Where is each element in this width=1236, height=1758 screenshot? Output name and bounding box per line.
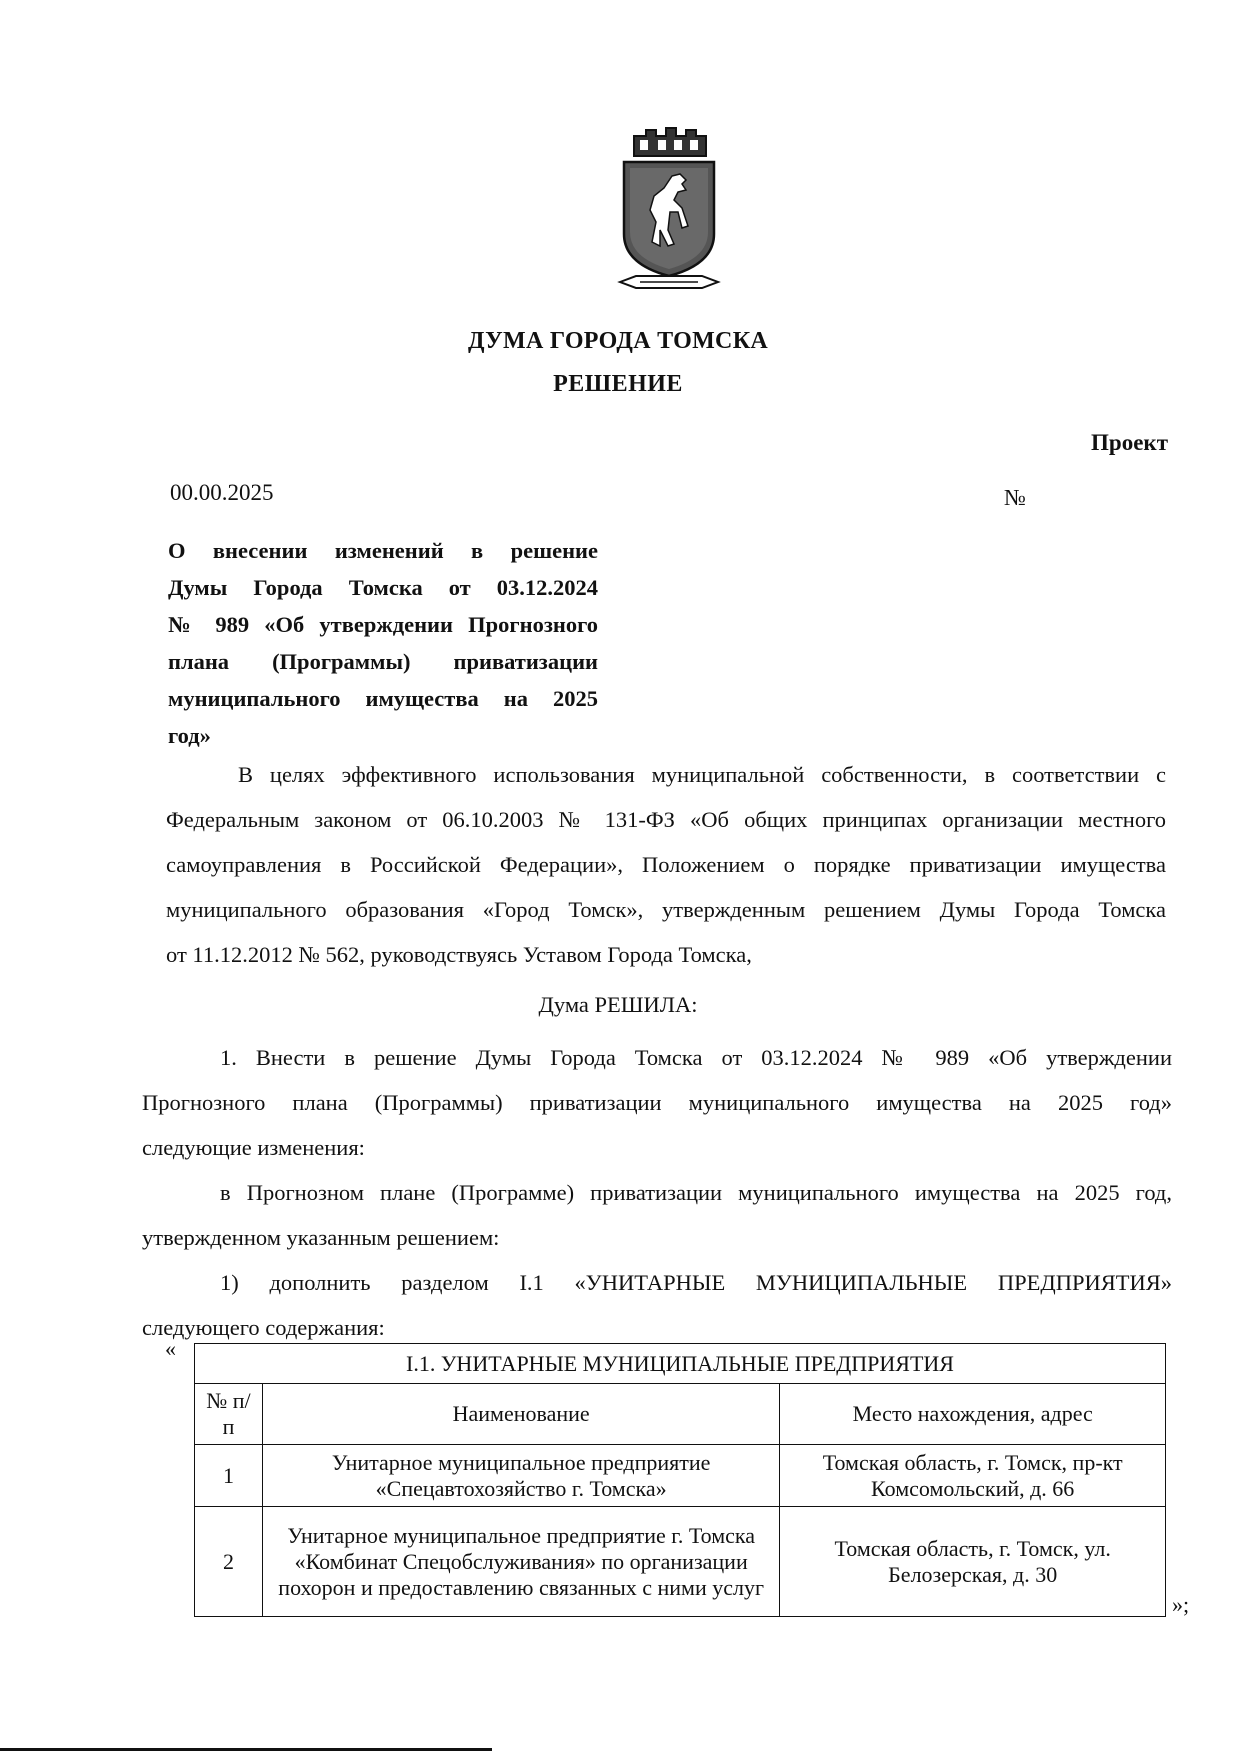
enterprises-table (194, 1343, 1166, 1617)
footnote-divider (0, 1748, 492, 1751)
decision-title (168, 532, 598, 754)
document-number: № (1004, 485, 1026, 510)
document-type: РЕШЕНИЕ (553, 371, 683, 397)
col-header-number: № п/п (195, 1384, 263, 1445)
opening-quote: « (165, 1336, 176, 1361)
title-line: плана (Программы) приватизации (168, 649, 598, 674)
col-header-address: Место нахождения, адрес (780, 1384, 1166, 1445)
row-name: Унитарное муниципальное предприятие «Спецавтохозяйство г. Томска» (262, 1445, 779, 1507)
organization-name: ДУМА ГОРОДА ТОМСКА (467, 328, 769, 354)
preamble-line: Федеральным законом от 06.10.2003 № 131-ФЗ «Об общих принципах организации местного (166, 807, 1166, 832)
closing-quote: »; (1172, 1592, 1190, 1617)
col-header-name: Наименование (262, 1384, 779, 1445)
table-header-row (195, 1384, 1166, 1445)
resolved-heading: Дума РЕШИЛА: (538, 992, 698, 1017)
row-number: 1 (195, 1445, 263, 1507)
row-name: Унитарное муниципальное предприятие г. Томска «Комбинат Спецобслуживания» по организации похорон и предоставлению связанных с ними услуг (262, 1507, 779, 1617)
draft-label: Проект (1091, 430, 1168, 455)
title-line: год» (168, 723, 211, 748)
item1-line: Прогнозного плана (Программы) приватизации муниципального имущества на 2025 год» (142, 1090, 1172, 1115)
item1-line: следующие изменения: (142, 1135, 365, 1160)
plan-line: в Прогнозном плане (Программе) приватизации муниципального имущества на 2025 год, (220, 1180, 1172, 1205)
decision-body (142, 1035, 1172, 1350)
title-line: Думы Города Томска от 03.12.2024 (168, 575, 598, 600)
subitem-line: следующего содержания: (142, 1315, 385, 1340)
preamble-line: муниципального образования «Город Томск», утвержденным решением Думы Города Томска (166, 897, 1166, 922)
row-address: Томская область, г. Томск, ул. Белозерская, д. 30 (780, 1507, 1166, 1617)
row-number: 2 (195, 1507, 263, 1617)
preamble-line: от 11.12.2012 № 562, руководствуясь Уставом Города Томска, (166, 942, 752, 967)
document-date: 00.00.2025 (170, 480, 274, 505)
coat-of-arms-emblem (616, 126, 722, 298)
title-line: № 989 «Об утверждении Прогнозного (168, 612, 598, 637)
title-line: муниципального имущества на 2025 (168, 686, 598, 711)
table-section-row (195, 1344, 1166, 1384)
preamble-paragraph (166, 752, 1166, 977)
row-address: Томская область, г. Томск, пр-кт Комсомольский, д. 66 (780, 1445, 1166, 1507)
table-row (195, 1507, 1166, 1617)
subitem-line: 1) дополнить разделом I.1 «УНИТАРНЫЕ МУНИЦИПАЛЬНЫЕ ПРЕДПРИЯТИЯ» (220, 1270, 1172, 1295)
table-section-title: I.1. УНИТАРНЫЕ МУНИЦИПАЛЬНЫЕ ПРЕДПРИЯТИЯ (195, 1344, 1166, 1384)
plan-line: утвержденном указанным решением: (142, 1225, 500, 1250)
title-line: О внесении изменений в решение (168, 538, 598, 563)
table-row (195, 1445, 1166, 1507)
item1-line: 1. Внести в решение Думы Города Томска от 03.12.2024 № 989 «Об утверждении (220, 1045, 1172, 1070)
preamble-line: В целях эффективного использования муниципальной собственности, в соответствии с (238, 762, 1166, 787)
preamble-line: самоуправления в Российской Федерации», Положением о порядке приватизации имущества (166, 852, 1166, 877)
